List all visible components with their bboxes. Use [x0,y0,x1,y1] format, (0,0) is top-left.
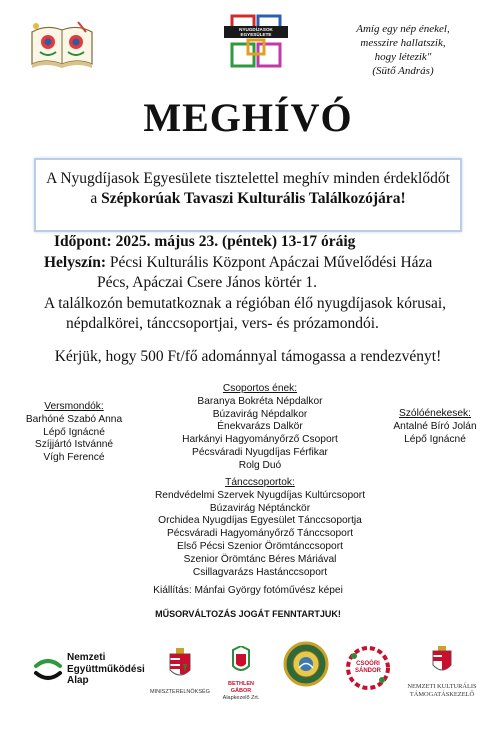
time-label: Időpont: [54,233,112,250]
exhibition-note: Kiállítás: Mánfai György fotóművész képei [153,585,343,596]
nkt-line: TÁMOGATÁSKEZELŐ [409,691,475,698]
list-item: Első Pécsi Szenior Örömtánccsoport [177,540,343,552]
bethlen-sub: Alapkezelő Zrt. [222,695,260,701]
coat-of-arms-icon [150,646,210,684]
nkt-logo [402,646,482,698]
szoloenekesek-list [380,408,490,446]
invitation-text [36,169,460,209]
min-text: MINISZTERELNÖKSÉG [150,689,210,695]
round-seal-logo [283,641,329,687]
csoportos-enek-list [150,383,370,473]
program-change-note: MŰSORVÁLTOZÁS JOGÁT FENNTARTJUK! [155,609,341,619]
nkt-line: NEMZETI KULTURÁLIS [407,683,477,690]
invitation-prefix: a [90,190,102,207]
csoori-line: SÁNDOR [354,668,381,674]
list-item: Lépő Ignácné [43,426,105,438]
tanc-heading: Tánccsoportok: [225,477,295,488]
quote-line: hogy létezik" [374,51,432,63]
quote-author: (Sütő András) [372,65,434,77]
place-label: Helyszín: [44,253,106,271]
event-name: Szépkorúak Tavaszi Kulturális Találkozójára! [101,190,406,207]
nea-line: Együttműködési [67,663,145,675]
invitation-box [34,158,462,232]
time-row [44,232,474,253]
bethlen-text: BETHLEN GÁBOR [228,681,254,694]
csoportos-heading: Csoportos ének: [222,383,298,394]
list-item: Pécsváradi Hagyományőrző Tánccsoport [166,528,354,540]
invitation-line-2 [36,189,460,209]
time-value: 2025. május 23. (péntek) 13-17 óráig [111,233,356,250]
list-item: Szíjjártó Istvánné [34,439,114,451]
nea-text [67,652,145,687]
miniszterelnokseg-logo [150,646,210,698]
csoori-text [344,661,392,675]
quote-line: messzire hallatszik, [360,37,446,49]
page-title: MEGHÍVÓ [143,95,353,140]
event-details [44,232,474,335]
description-line-1: A találkozón bemutatkoznak a régióban élő nyugdíjasok kórusai, [44,294,447,312]
tanccsoportok-list [110,477,410,579]
description-line-2: népdalkörei, tánccsoportjai, vers- és prózamondói. [66,315,379,332]
nkt-crest-icon [402,646,482,678]
csoori-line: CSOÓRI [356,661,380,667]
list-item: Szenior Örömtánc Béres Máriával [183,553,337,565]
donation-request: Kérjük, hogy 500 Ft/fő adománnyal támogassa a rendezvényt! [54,348,442,365]
list-item: Csillagvarázs Hastánccsoport [192,566,328,578]
bethlen-emblem-icon [218,646,264,676]
szolo-heading: Szólóénekesek: [399,408,471,419]
list-item: Lépő Ignácné [404,433,466,445]
center-logo-text: NYUGDÍJASOK EGYESÜLETE [239,27,273,37]
list-item: Énekvarázs Dalkör [217,421,303,433]
quote-line: Amíg egy nép énekel, [356,23,450,35]
list-item: Antalné Bíró Jolán [393,420,477,432]
list-item: Baranya Bokréta Népdalkor [197,395,323,407]
list-item: Rolg Duó [238,459,282,471]
nea-swirl-icon [33,654,63,684]
open-book-logo [28,18,96,76]
invitation-line-1: A Nyugdíjasok Egyesülete tisztelettel meghív minden érdeklődőt [46,170,450,187]
place-value: Pécsi Kulturális Központ Apáczai Művelődési Háza [106,253,433,271]
place-row [44,253,474,274]
address: Pécs, Apáczai Csere János körtér 1. [97,274,317,291]
nkt-text [402,683,482,699]
nea-line: Nemzeti [67,652,106,663]
quote-block [328,22,478,78]
grid-logo-icon [218,14,294,70]
versmondok-list [22,401,126,465]
list-item: Vígh Ferencé [43,452,105,464]
list-item: Rendvédelmi Szervek Nyugdíjas Kultúrcsoport [154,489,366,501]
nyugdijasok-egyesulete-logo [218,14,294,84]
nea-logo [33,650,143,690]
list-item: Orchidea Nyugdíjas Egyesület Tánccsoportja [158,515,362,527]
list-item: Búzavirág Népdalkor [212,408,308,420]
list-item: Búzavirág Néptánckör [209,502,311,514]
list-item: Barhóné Szabó Anna [25,413,123,425]
nea-line: Alap [67,675,89,686]
list-item: Pécsváradi Nyugdíjas Férfikar [192,446,328,458]
csoori-sandor-logo [344,644,392,692]
versmondok-heading: Versmondók: [44,401,104,412]
bethlen-gabor-logo [218,646,264,701]
list-item: Harkányi Hagyományőrző Csoport [182,434,338,446]
